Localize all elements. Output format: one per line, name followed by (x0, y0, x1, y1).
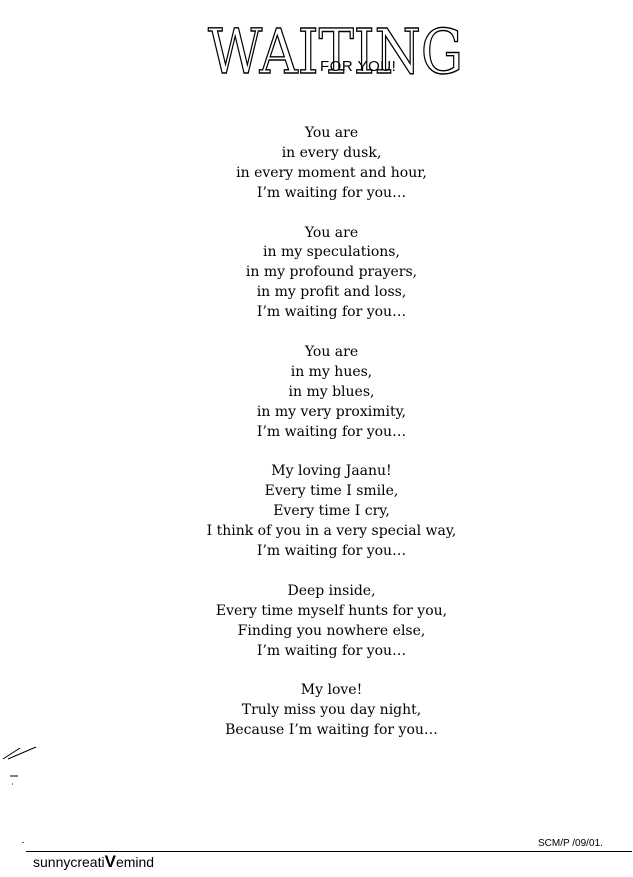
brand-v-mark: V (104, 852, 116, 871)
stray-dot (22, 842, 24, 843)
poem-line: You are (304, 125, 359, 141)
document-code: SCM/P /09/01. (538, 838, 603, 849)
poem-line: I’m waiting for you… (256, 184, 407, 201)
poem-line: I’m waiting for you… (256, 642, 407, 659)
poem-line: You are (304, 343, 359, 360)
poem-line: in every dusk, (281, 144, 382, 161)
poem-line: I’m waiting for you… (256, 423, 407, 440)
poem-stanza (0, 582, 633, 662)
poem-line: I’m waiting for you… (256, 304, 407, 321)
poem-line: in my profit and loss, (256, 284, 407, 301)
poem-line: Every time I smile, (264, 483, 399, 500)
title-subtitle: FOR YOU! (320, 58, 397, 75)
poem-line: in my very proximity, (256, 403, 407, 420)
poem-line: I’m waiting for you… (256, 542, 407, 559)
poem-stanza (0, 124, 633, 204)
poem-body (0, 124, 633, 761)
poem-line: Every time myself hunts for you, (215, 602, 448, 619)
poem-stanza (0, 224, 633, 324)
poem-line: I think of you in a very special way, (206, 523, 457, 540)
poem-line: in my blues, (288, 383, 375, 400)
poem-line: Finding you nowhere else, (237, 622, 426, 639)
poem-line: My loving Jaanu! (271, 463, 392, 480)
poem-title-block (205, 0, 475, 90)
pen-scribble-mark (0, 740, 40, 790)
poem-line: in my profound prayers, (245, 264, 418, 281)
poem-line: You are (304, 224, 359, 241)
poem-line: in my speculations, (263, 244, 400, 261)
poem-line: Because I’m waiting for you… (225, 722, 438, 739)
poem-line: Truly miss you day night, (241, 702, 422, 719)
poem-line: Every time I cry, (273, 503, 390, 520)
poem-stanza (0, 343, 633, 443)
footer-brand (33, 852, 154, 872)
title-text: WAITING (208, 15, 463, 88)
poem-line: My love! (300, 682, 363, 699)
poem-line: in every moment and hour, (236, 164, 427, 181)
poem-line: in my hues, (290, 363, 373, 380)
poem-stanza (0, 681, 633, 741)
poem-line: Deep inside, (287, 582, 376, 599)
brand-suffix: emind (115, 854, 155, 870)
poem-stanza (0, 462, 633, 562)
title-waiting-art (205, 0, 475, 90)
brand-prefix: sunnycreati (33, 854, 105, 870)
